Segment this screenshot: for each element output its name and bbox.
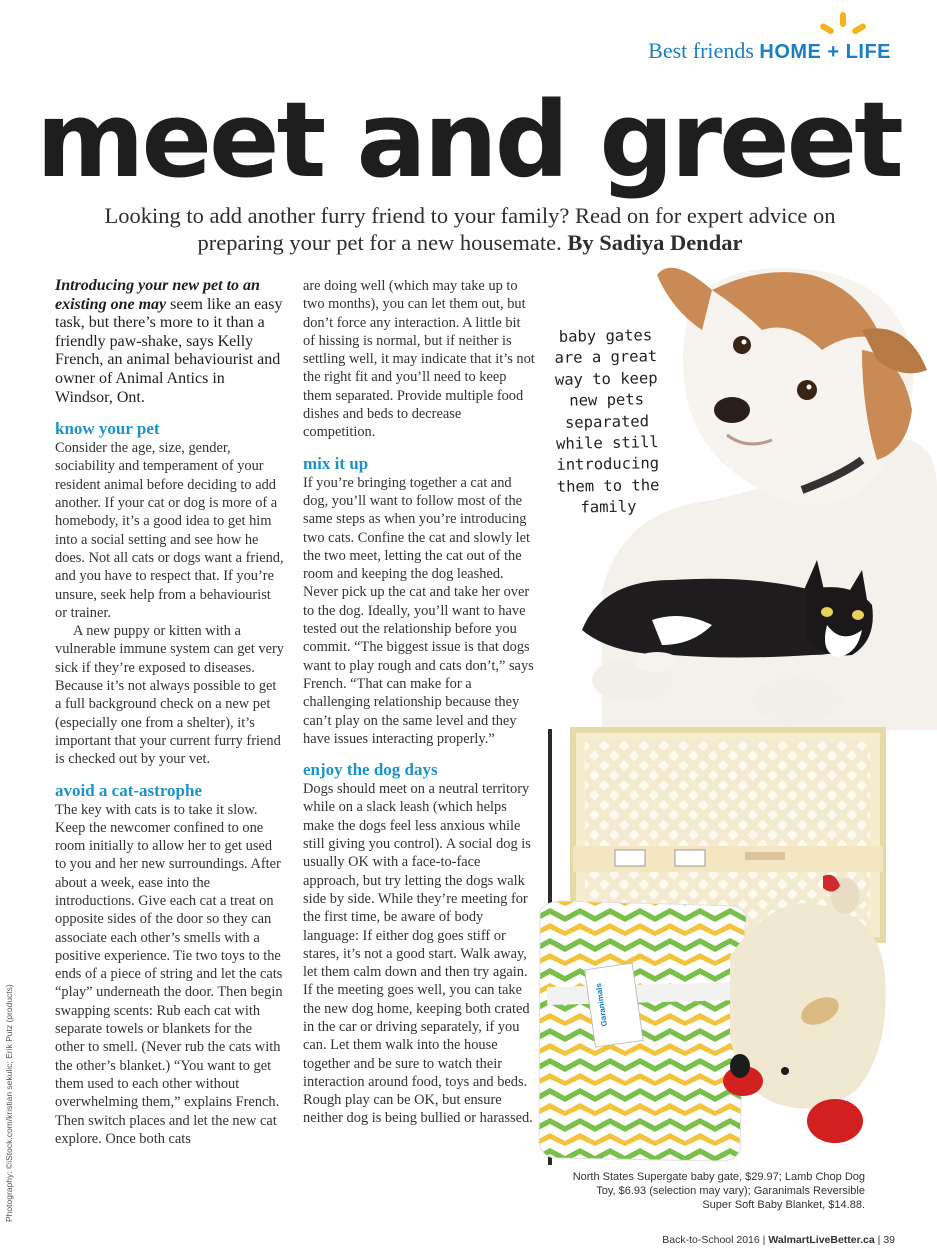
folio-separator: | <box>762 1234 769 1246</box>
handwritten-note: baby gates are a great way to keep new pets separated while still introducing them to the family <box>554 326 660 517</box>
body-paragraph: The key with cats is to take it slow. Keep the newcomer confined to one room initially to allow her to get used to you and her new surroundings. After about a week, ease into the introductions. Give each cat a treat on opposite sides of the door so they can associate each other’s smells with a positive experience. Tie two toys to the ends of a piece of string and let the cats “play” underneath the door. Then begin swapping scents: Rub each cat with separate towels or blankets for the other to smell. (Never rub the cats with the other’s blanket.) “You want to get them used to each other without overwhelming them,” explains French. Then switch places and let the new cat explore. Once both cats <box>55 801 283 1147</box>
subhead-know-your-pet: know your pet <box>55 419 160 439</box>
article-column-1 <box>55 277 285 1148</box>
folio-separator: | <box>877 1234 884 1246</box>
body-paragraph: Dogs should meet on a neutral territory while on a slack leash (which helps make the dogs feel less anxious while still giving you control). A social dog is usually OK with a face-to-face approach, but try letting the dogs walk side by side. While they’re meeting for the first time, be aware of body language: If either dog goes stiff or stares, it’s not a good start. Walk away, let them calm down and then try again. If the meeting goes well, you can take the new dog home, keeping both crated in the car or driving separately, if you can. Let them walk into the house together and be sure to watch their interaction around food, toys and beds. Rough play can be OK, but ensure neither dog is being bullied or harassed. <box>303 781 533 1127</box>
products-photo <box>535 726 910 1166</box>
section-sub: Best friends <box>648 38 754 63</box>
subhead-enjoy-the-dog-days: enjoy the dog days <box>303 760 438 780</box>
body-paragraph: If you’re bringing together a cat and dog, you’ll want to follow most of the same steps as when you’re introducing two cats. Confine the cat and slowly let the two meet, letting the cat out of the room and keeping the dog leashed. Never pick up the cat and take her over to the dog. Ideally, you’ll want to have tested out the relationship before you commit. “The biggest issue is that dogs want to play rough and cats don’t,” says French. “That can make for a challenging relationship because they can’t play on the same level and they have issues interacting properly.” <box>303 474 534 747</box>
intro-rest: seem like an easy task, but there’s more to it than a friendly paw-shake, says Kelly French, an animal behaviourist and owner of Animal Antics in Windsor, Ont. <box>55 295 283 406</box>
folio-site: WalmartLiveBetter.ca <box>768 1234 875 1246</box>
photo-credit: Photography: ©iStock.com/kristian sekulic; Erik Putz (products) <box>4 984 14 1222</box>
intro-paragraph <box>55 277 285 407</box>
body-paragraph: are doing well (which may take up to two months), you can let them out, but don’t force any interaction. A little bit of hissing is normal, but if neither is settling well, it may indicate that it’s not the right fit and you’ll need to keep them separated. Provide multiple food dishes and beds to decrease competition. <box>303 278 535 441</box>
article-column-2 <box>303 277 535 1128</box>
product-caption: North States Supergate baby gate, $29.97; Lamb Chop Dog Toy, $6.93 (selection may vary); Garanimals Reversible Super Soft Baby Blanket, $14.88. <box>572 1171 865 1211</box>
headline: meet and greet <box>36 79 901 201</box>
page-number: 39 <box>883 1234 895 1246</box>
dek-text: Looking to add another furry friend to your family? Read on for expert advice on preparing your pet for a new housemate. <box>104 203 836 256</box>
walmart-spark-icon <box>808 12 878 50</box>
byline: By Sadiya Dendar <box>567 230 743 256</box>
subhead-mix-it-up: mix it up <box>303 453 369 473</box>
dek <box>60 202 880 257</box>
section-main: HOME + LIFE <box>759 41 891 63</box>
page-folio <box>662 1234 895 1246</box>
subhead-avoid-a-cat-astrophe: avoid a cat-astrophe <box>55 780 203 800</box>
body-paragraph: A new puppy or kitten with a vulnerable immune system can get very sick if they’re exposed to diseases. Because it’s not always possible to get a full background check on a new pet (especially one from a shelter), it’s important that your current furry friend is checked out by your vet. <box>55 623 284 768</box>
intro-lead: Introducing your new pet to an existing one may <box>55 277 260 313</box>
folio-issue: Back-to-School 2016 <box>662 1234 760 1246</box>
product-label: Garanimals <box>594 982 609 1027</box>
body-paragraph: Consider the age, size, gender, sociability and temperament of your resident animal before deciding to add another. If your cat or dog is more of a homebody, it’s a good idea to get him into a social setting and see how he does. Not all cats or dogs want a friend, and you have to respect that. If you’re unsure, seek help from a behaviourist or trainer. <box>55 440 284 621</box>
